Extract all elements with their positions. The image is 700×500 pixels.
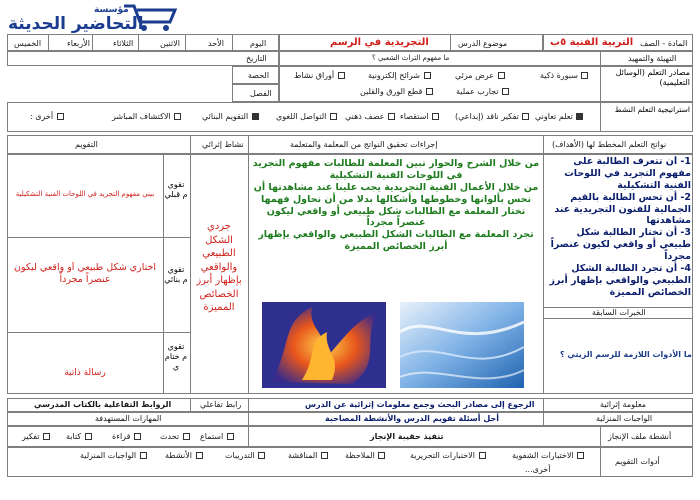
strategy-item[interactable]: التقويم البنائي xyxy=(202,113,259,121)
links-label: رابط تفاعلي xyxy=(200,400,242,409)
homework-label: الواجبات المنزلية xyxy=(596,414,653,423)
strategy-item[interactable]: تعلم تعاوني xyxy=(535,113,583,121)
assessment-text: رسالة ذاتية xyxy=(64,368,106,378)
assessment-header: التقويم xyxy=(75,140,98,149)
objective-item: 4- أن تجرد الطالبة الشكل الطبيعي والواقعي بإظهار أبرز الخصائص المميزة xyxy=(549,262,691,298)
water-image xyxy=(400,302,524,388)
sources-label: مصادر التعلم (الوسائل التعليمية) xyxy=(615,68,690,87)
enrich-label: معلومة إثرائية xyxy=(600,400,647,409)
source-item[interactable]: أوراق نشاط xyxy=(294,72,345,80)
outcomes-header: نواتج التعلم المخطط لها (الأهداف) xyxy=(552,140,667,149)
objective-item: 3- أن تختار الطالبة شكل طبيعي أو واقعي لكيون عنصراً مجرداً xyxy=(550,227,691,262)
strategy-item[interactable]: عصف ذهني xyxy=(345,113,395,121)
source-item[interactable]: عرض مرئي xyxy=(455,72,505,80)
fire-image xyxy=(262,302,386,388)
portfolio-label: أنشطة ملف الإنجاز xyxy=(608,432,672,441)
subject-label: المادة - الصف xyxy=(640,39,688,48)
topic-label: موضوع الدرس xyxy=(458,39,508,48)
evaluation-item[interactable]: المناقشة xyxy=(288,452,328,460)
assessment-text: اختاري شكل طبيعي أو واقعي ليكون عنصراً مجرداً xyxy=(14,262,156,285)
prior-question: ما الأدوات اللازمة للرسم الزيتي ؟ xyxy=(560,350,692,359)
watermark-logo xyxy=(2,2,180,36)
assessment-label: تقوي م ختام ي xyxy=(164,342,188,371)
strategy-item[interactable]: تفكير ناقد (إبداعي) xyxy=(455,113,529,121)
skill-item[interactable]: تحدث xyxy=(160,433,190,441)
evaluation-item[interactable]: التدريبات xyxy=(225,452,265,460)
strategies-label: استراتيجية التعلم النشط xyxy=(614,105,690,114)
procedure-item: تختار المعلمة مع الطالبات شكل طبيعي أو واقعي ليكون عنصراً مجرداً xyxy=(266,205,526,229)
objectives-list xyxy=(545,156,691,306)
source-item[interactable]: سبورة ذكية xyxy=(540,72,588,80)
procedure-item: تجرد المعلمة مع الطالبات الشكل الطبيعي والواقعي بإظهار أبرز الخصائص المميزة xyxy=(258,229,534,253)
skill-item[interactable]: كتابة xyxy=(66,433,92,441)
skill-item[interactable]: تفكير xyxy=(22,433,50,441)
watermark-line2: التحاضير الحديثة xyxy=(8,14,144,34)
portfolio-text: تنفيذ حقيبة الإنجاز xyxy=(370,432,444,441)
procedures-list xyxy=(252,158,540,296)
prior-label: الخبرات السابقة xyxy=(592,308,646,317)
evaluation-item[interactable]: الأنشطة xyxy=(165,452,203,460)
evaluation-item[interactable]: الاختبارات الشفوية xyxy=(512,452,584,460)
strategy-item[interactable]: أخرى : xyxy=(30,113,64,121)
intro-question: ما مفهوم التراث الشعبي ؟ xyxy=(372,54,450,62)
evaluation-label: أدوات التقويم xyxy=(615,457,660,466)
source-item[interactable]: شرائح إلكترونية xyxy=(368,72,431,80)
homework-text: أحل أسئلة تقويم الدرس والأنشطة المصاحبة xyxy=(325,414,499,423)
evaluation-other[interactable]: أخرى... xyxy=(525,465,551,474)
strategy-item[interactable]: استقصاء xyxy=(400,113,439,121)
objective-item: 2- أن تحس الطالبة بالقيم الجمالية للفنون التجريدية عند مشاهدتها xyxy=(554,191,691,227)
strategy-item[interactable]: الاكتشاف المباشر xyxy=(112,113,181,121)
enrich-text: الرجوع إلى مصادر البحث وجمع معلومات إثرائية عن الدرس xyxy=(305,400,535,409)
day-label: اليوم xyxy=(250,39,267,48)
procedure-item: من خلال الشرح والحوار تبين المعلمة للطالبات مفهوم التجريد في اللوحات الفنية التشكيلية xyxy=(252,158,540,181)
objective-item: 1- أن تتعرف الطالبة على مفهوم التجريد في اللوحات الفنية التشكيلية xyxy=(564,156,691,191)
date-label: التاريخ xyxy=(246,54,267,63)
period-label: الحصة xyxy=(248,71,270,80)
skills-label: المهارات المستهدفة xyxy=(95,414,162,423)
day-tuesday: الثلاثاء xyxy=(113,39,134,48)
skill-item[interactable]: استماع xyxy=(200,433,234,441)
day-sunday: الأحد xyxy=(208,39,224,48)
class-label: الفصل xyxy=(250,89,272,98)
day-monday: الاثنين xyxy=(160,39,180,48)
topic-value: التجريدية في الرسم xyxy=(330,37,429,48)
assessment-label: تقوي م بنائي xyxy=(164,265,188,284)
links-text: الروابط التفاعلية بالكتاب المدرسي xyxy=(34,400,172,409)
day-wednesday: الأربعاء xyxy=(67,39,90,48)
watermark-line1: مؤسسة xyxy=(94,5,129,15)
portfolio-row xyxy=(7,426,693,447)
assessment-text: بيني مفهوم التجريد في اللوحات الفنية التشكيلية xyxy=(15,190,155,198)
evaluation-item[interactable]: الاختبارات التحريرية xyxy=(410,452,486,460)
procedures-header: إجراءات تحقيق النواتج من المعلمة والمتعلمة xyxy=(290,140,438,149)
intro-label: التهيئة والتمهيد xyxy=(628,54,677,63)
activity-header: نشاط إثرائي xyxy=(202,140,244,149)
source-item[interactable]: قطع الورق والقلين xyxy=(360,88,433,96)
evaluation-item[interactable]: الملاحظة xyxy=(345,452,385,460)
procedure-item: من خلال الأعمال الفنية التجريدية يجب علينا عند مشاهدتها أن نحس بألوانها وخطوطها وأشكالها بدلا من أن نحاول فهمها xyxy=(253,181,539,205)
day-thursday: الخميس xyxy=(14,39,42,48)
assessment-label: تقوي م قبلي xyxy=(164,180,188,199)
subject-value: التربية الفنية ٥ب xyxy=(550,37,634,48)
evaluation-item[interactable]: الواجبات المنزلية xyxy=(80,452,147,460)
strategy-item[interactable]: التواصل اللغوي xyxy=(276,113,337,121)
skill-item[interactable]: قراءة xyxy=(112,433,141,441)
source-item[interactable]: تجارب عملية xyxy=(456,88,509,96)
enrichment-text: جردي الشكل الطبيعي والواقعي بإظهار أبرز الخصائص المميزة xyxy=(196,221,242,313)
date-row xyxy=(7,51,279,66)
